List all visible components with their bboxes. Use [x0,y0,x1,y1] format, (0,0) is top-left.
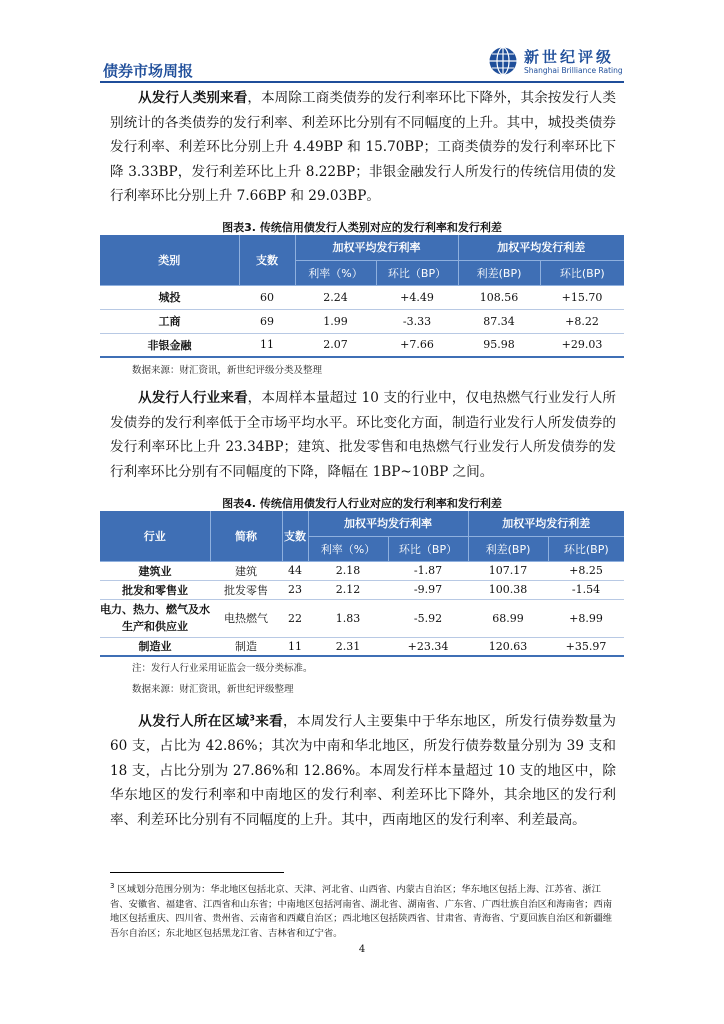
cell-count: 22 [282,599,308,637]
cell-count: 23 [282,580,308,599]
table3-source: 数据来源：财汇资讯，新世纪评级分类及整理 [132,365,323,376]
col-header-spread: 利差(BP) [468,536,548,561]
cell-industry: 批发和零售业 [100,580,210,599]
col-header-rate: 利率（%） [308,536,388,561]
col-header-count: 支数 [239,235,295,285]
paragraph-text: ，本周样本量超过 10 支的行业中，仅电热燃气行业发行人所发债券的发行利率低于全市场平均水平。环比变化方面，制造行业发行人所发债券的发行利率环比上升 23.34BP；建筑、批发零售和电热燃气行业发行人所发债券的发行利率环比分别有不同幅度的下降，降幅在 1BP~10BP 之间。 [110,390,616,480]
col-header-category: 类别 [100,235,239,285]
cell-spread: 120.63 [468,637,548,656]
col-header-spread-change: 环比(BP) [540,260,624,285]
cell-rate-change: +7.66 [376,333,458,357]
header-divider [100,81,624,83]
footnote-divider [110,872,284,873]
cell-spread: 68.99 [468,599,548,637]
company-logo [488,44,628,80]
paragraph-lead: 从发行人类别来看 [138,90,248,106]
cell-rate: 2.12 [308,580,388,599]
table-row [100,285,624,309]
col-group-spread: 加权平均发行利差 [468,511,624,536]
cell-rate: 2.24 [295,285,376,309]
cell-spread-change: +8.25 [548,561,624,580]
cell-rate-change: +4.49 [376,285,458,309]
cell-rate: 2.18 [308,561,388,580]
col-header-spread: 利差(BP) [458,260,540,285]
table-row [100,599,624,637]
cell-count: 60 [239,285,295,309]
cell-rate-change: +23.34 [388,637,468,656]
cell-spread-change: +29.03 [540,333,624,357]
table-row [100,333,624,357]
col-header-short-name: 简称 [210,511,282,561]
col-header-rate-change: 环比（BP） [376,260,458,285]
cell-category: 工商 [100,309,239,333]
table-row [100,561,624,580]
col-group-rate: 加权平均发行利率 [295,235,458,260]
cell-rate: 2.07 [295,333,376,357]
cell-short-name: 批发零售 [210,580,282,599]
cell-spread-change: +8.99 [548,599,624,637]
cell-rate-change: -5.92 [388,599,468,637]
cell-short-name: 电热燃气 [210,599,282,637]
cell-spread-change: +8.22 [540,309,624,333]
cell-spread-change: -1.54 [548,580,624,599]
cell-count: 69 [239,309,295,333]
col-group-spread: 加权平均发行利差 [458,235,624,260]
table-row [100,309,624,333]
logo-chinese-name: 新世纪评级 [524,48,615,66]
cell-count: 11 [239,333,295,357]
cell-rate: 2.31 [308,637,388,656]
cell-rate-change: -3.33 [376,309,458,333]
paragraph-lead-suffix: 来看 [254,713,284,730]
cell-industry: 电力、热力、燃气及水生产和供应业 [100,599,210,637]
logo-english-name: Shanghai Brilliance Rating [524,66,623,75]
footnote-mark: 3 [110,882,115,890]
cell-spread: 107.17 [468,561,548,580]
report-title: 债券市场周报 [103,62,194,80]
cell-count: 11 [282,637,308,656]
page-number: 4 [358,944,366,955]
cell-industry: 建筑业 [100,561,210,580]
cell-rate-change: -1.87 [388,561,468,580]
paragraph-issuer-region [110,706,616,832]
footnote [110,879,616,941]
cell-industry: 制造业 [100,637,210,656]
col-header-rate-change: 环比（BP） [388,536,468,561]
cell-rate: 1.83 [308,599,388,637]
globe-logo-icon [488,46,518,76]
table4-caption: 图表4. 传统信用债发行人行业对应的发行利率和发行利差 [222,497,502,510]
table4-note: 注：发行人行业采用证监会一级分类标准。 [132,663,313,674]
paragraph-issuer-industry [110,386,616,484]
col-header-count: 支数 [282,511,308,561]
paragraph-issuer-category [110,86,616,209]
cell-rate: 1.99 [295,309,376,333]
table-row [100,580,624,599]
cell-spread: 108.56 [458,285,540,309]
table-row [100,637,624,656]
cell-category: 非银金融 [100,333,239,357]
paragraph-text: ，本周除工商类债券的发行利率环比下降外，其余按发行人类别统计的各类债券的发行利率、利差环比分别有不同幅度的上升。其中，城投类债券发行利率、利差环比分别上升 4.49BP 和 15.70BP；工商类债券的发行利率环比下降 3.33BP，发行利差环比上升 8.22BP；非银金融发行人所发行的传统信用债的发行利率环比分别上升 7.66BP 和 29.03BP。 [110,90,617,204]
cell-short-name: 建筑 [210,561,282,580]
table3-caption: 图表3. 传统信用债发行人类别对应的发行利率和发行利差 [222,221,502,234]
footnote-text: 区域划分范围分别为：华北地区包括北京、天津、河北省、山西省、内蒙古自治区；华东地区包括上海、江苏省、浙江省、安徽省、福建省、江西省和山东省；中南地区包括河南省、湖北省、湖南省、广东省、广西壮族自治区和海南省；西南地区包括重庆、四川省、贵州省、云南省和西藏自治区；西北地区包括陕西省、甘肃省、青海省、宁夏回族自治区和新疆维吾尔自治区；东北地区包括黑龙江省、吉林省和辽宁省。 [110,884,613,939]
cell-spread-change: +15.70 [540,285,624,309]
footnote-ref: 3 [249,713,255,722]
cell-spread: 100.38 [468,580,548,599]
col-header-rate: 利率（%） [295,260,376,285]
cell-rate-change: -9.97 [388,580,468,599]
cell-spread: 95.98 [458,333,540,357]
cell-spread: 87.34 [458,309,540,333]
cell-short-name: 制造 [210,637,282,656]
paragraph-lead: 从发行人所在区域 [138,713,250,730]
cell-category: 城投 [100,285,239,309]
paragraph-lead: 从发行人行业来看 [138,390,248,406]
table4-source: 数据来源：财汇资讯，新世纪评级整理 [132,684,294,695]
table4 [100,511,624,657]
col-header-spread-change: 环比(BP) [548,536,624,561]
paragraph-text: ，本周发行人主要集中于华东地区，所发行债券数量为 60 支，占比为 42.86%；其次为中南和华北地区，所发行债券数量分别为 39 支和 18 支，占比分别为 27.86%和 12.86%。本周发行样本量超过 10 支的地区中，除华东地区的发行利率和中南地区的发行利率、利差环比下降外，其余地区的发行利率、利差环比分别有不同幅度的上升。其中，西南地区的发行利率、利差最高。 [110,713,617,828]
col-group-rate: 加权平均发行利率 [308,511,468,536]
cell-count: 44 [282,561,308,580]
col-header-industry: 行业 [100,511,210,561]
table3 [100,235,624,358]
cell-spread-change: +35.97 [548,637,624,656]
